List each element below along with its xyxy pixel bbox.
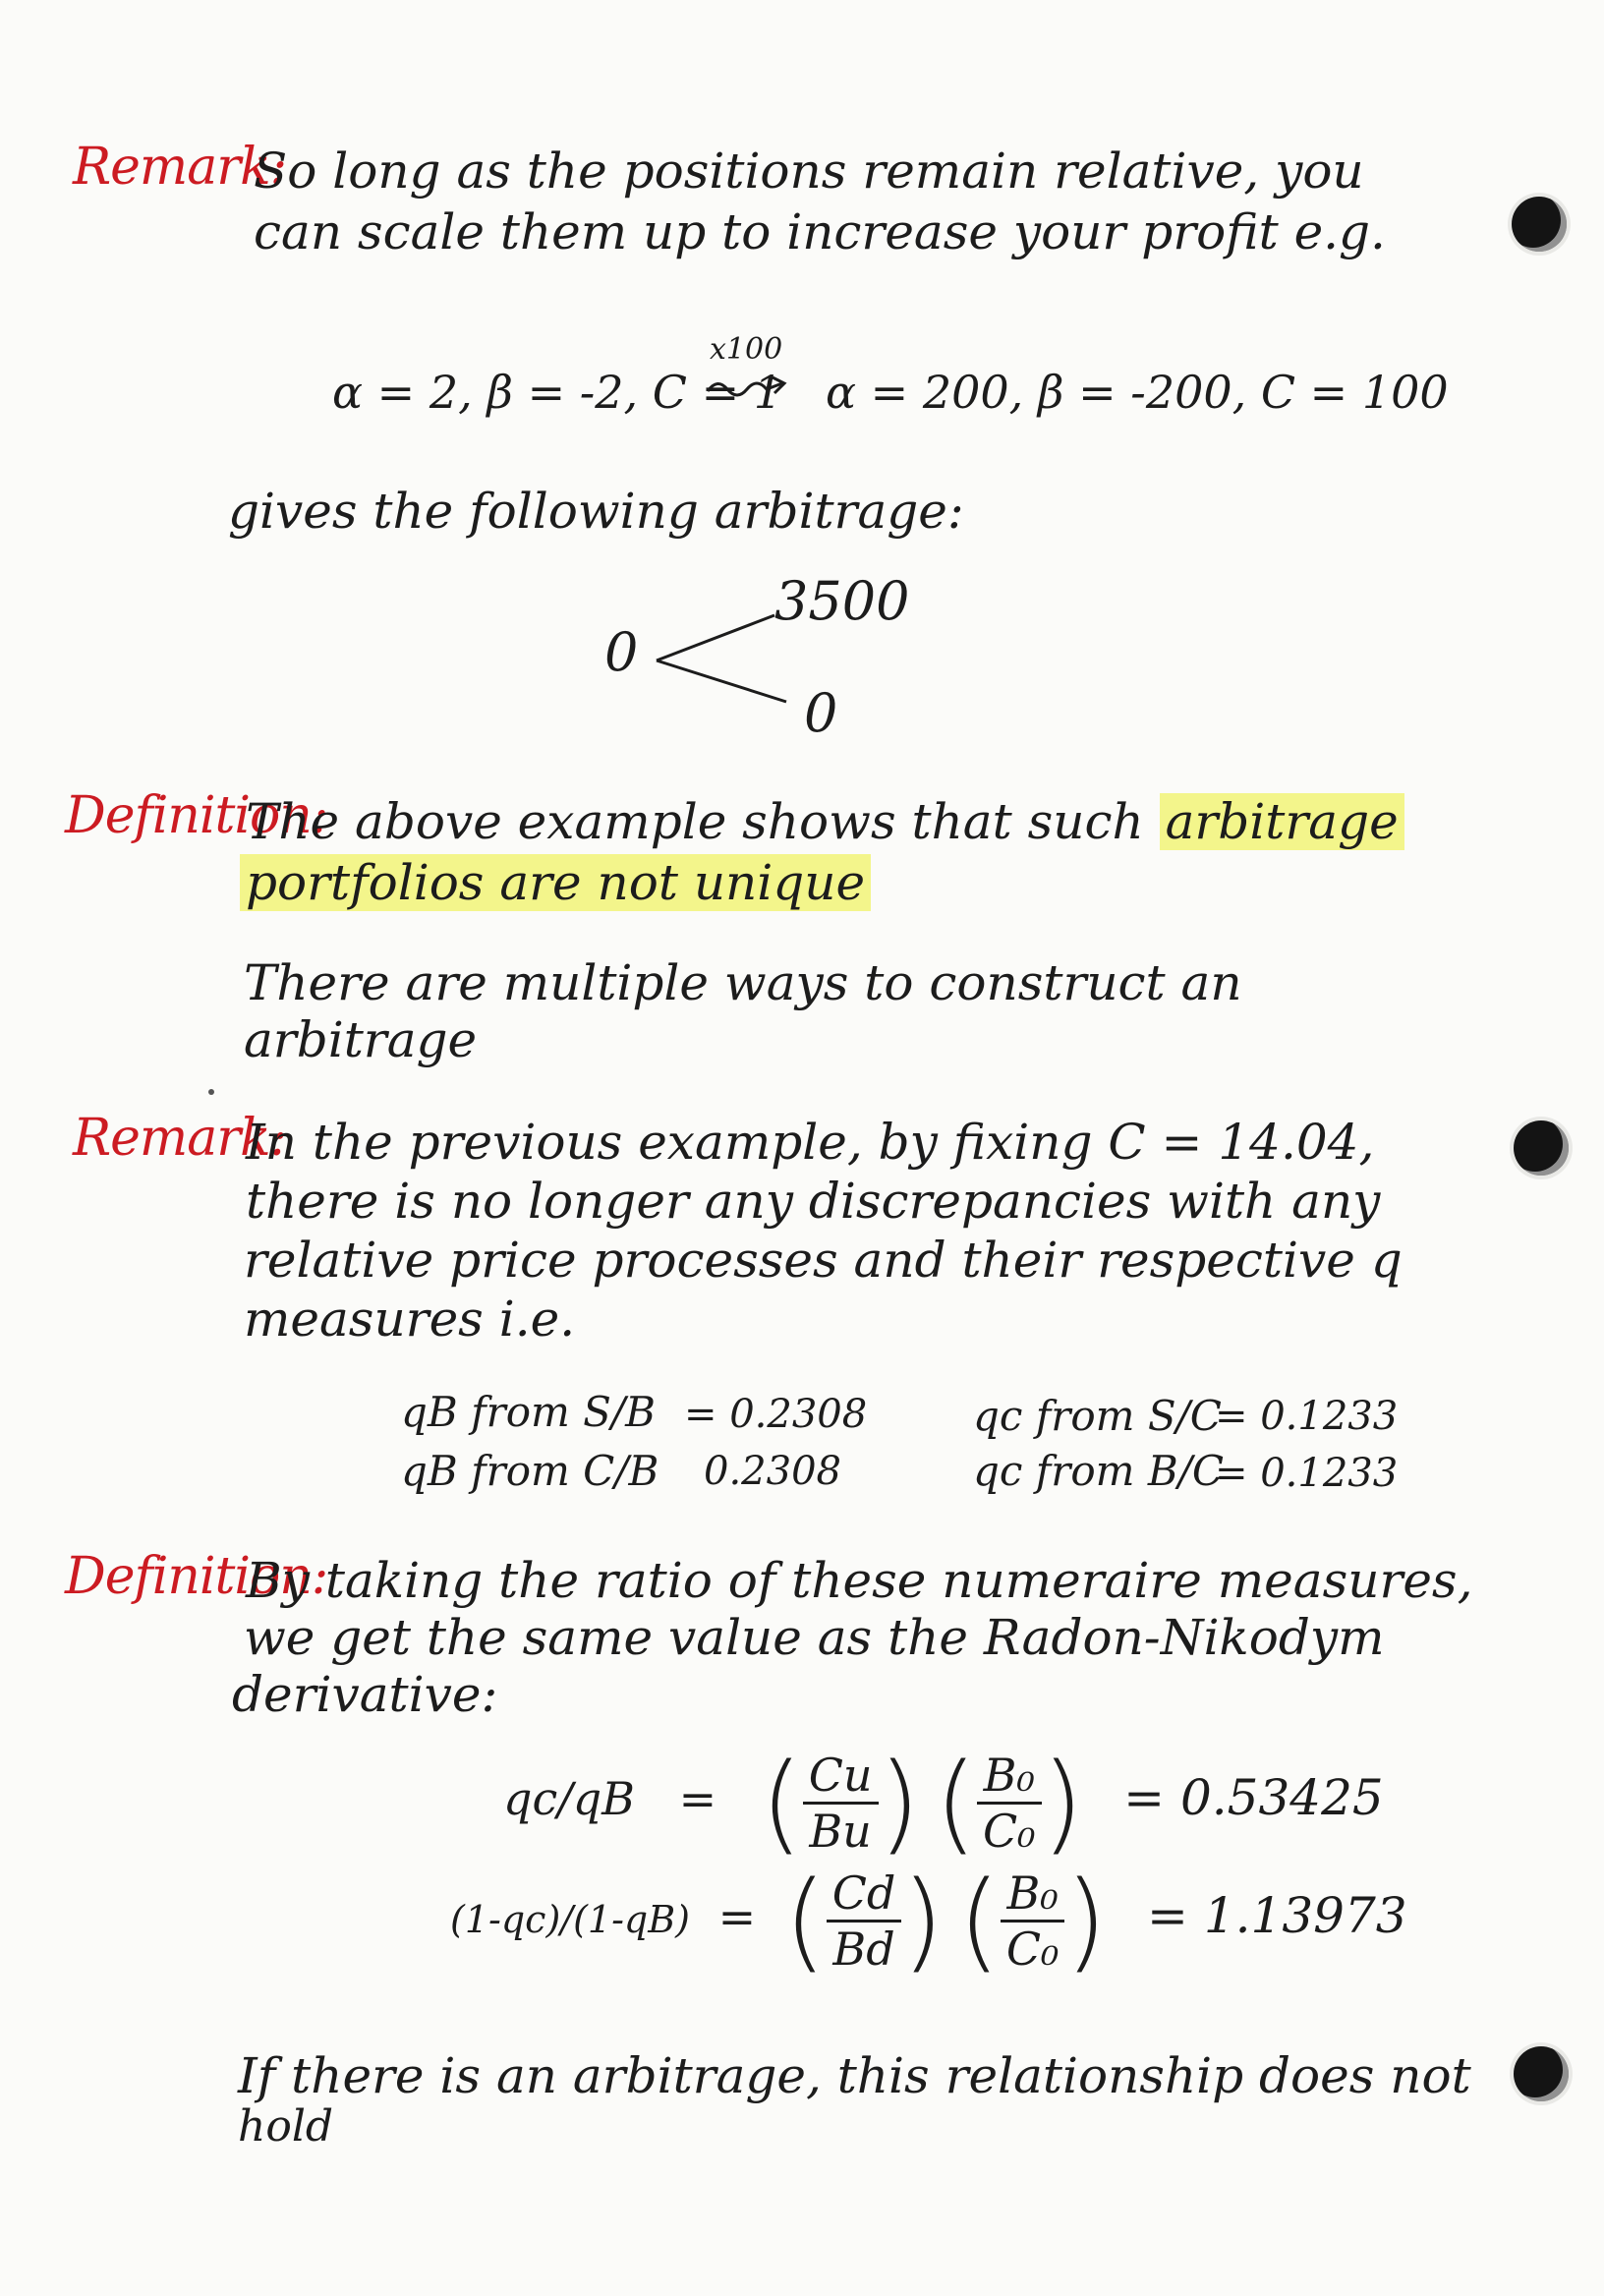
- paren: ): [901, 1858, 945, 1983]
- remark-line: In the previous example, by fixing C = 14.04,: [246, 1114, 1375, 1171]
- remark-line: there is no longer any discrepancies with any: [246, 1173, 1381, 1230]
- measure-qb-from-s: qB from S/B: [401, 1388, 656, 1436]
- highlighted-text: arbitrage: [1160, 793, 1404, 850]
- remark-line: relative price processes and their respective q: [244, 1232, 1403, 1289]
- tree-root: 0: [604, 621, 639, 683]
- equation-result: = 1.13973: [1147, 1887, 1407, 1944]
- stray-pen-mark: [208, 1089, 214, 1095]
- denominator: C₀: [1005, 1922, 1060, 1976]
- measure-qc-from-b: qc from B/C: [973, 1447, 1224, 1495]
- fraction: [827, 1866, 902, 1976]
- measure-qc-from-s-value: = 0.1233: [1215, 1394, 1399, 1439]
- definition-line: By taking the ratio of these numeraire measures,: [246, 1552, 1473, 1609]
- tree-up-value: 3500: [774, 570, 910, 632]
- fraction: [1001, 1866, 1065, 1976]
- fraction: [803, 1749, 879, 1858]
- binder-hole-bottom: [1514, 2046, 1569, 2101]
- definition-line: [246, 794, 1404, 849]
- binder-hole-top: [1512, 197, 1567, 252]
- definition-label: Definition:: [65, 1547, 328, 1606]
- measure-qb-from-s-value: = 0.2308: [684, 1392, 868, 1437]
- paren: ): [1064, 1858, 1108, 1983]
- numerator: Cu: [803, 1749, 879, 1805]
- numerator: B₀: [977, 1749, 1042, 1805]
- measure-qc-from-s: qc from S/C: [973, 1392, 1222, 1440]
- paren: (: [957, 1858, 1001, 1983]
- squiggle-arrow-icon: [704, 372, 792, 401]
- gives-line: gives the following arbitrage:: [228, 483, 964, 540]
- paren: (: [783, 1858, 827, 1983]
- equation-ratio-up: [503, 1740, 1384, 1866]
- remark-line: So long as the positions remain relative, you: [254, 143, 1364, 200]
- definition-line: derivative:: [232, 1666, 498, 1723]
- definition-label: Definition:: [65, 786, 328, 845]
- equation-lhs: (1-qc)/(1-qB): [450, 1898, 690, 1941]
- definition-line: arbitrage: [244, 1011, 478, 1068]
- closing-line: If there is an arbitrage, this relationship does not: [238, 2047, 1471, 2104]
- definition-text: The above example shows that such: [246, 793, 1144, 850]
- equals-sign: =: [678, 1772, 717, 1825]
- tree-down-value: 0: [804, 682, 838, 744]
- definition-line: There are multiple ways to construct an: [244, 954, 1242, 1011]
- scaling-scaled: α = 200, β = -200, C = 100: [826, 366, 1449, 419]
- numerator: Cd: [827, 1866, 902, 1923]
- equation-lhs: qc/qB: [503, 1772, 635, 1825]
- closing-line: hold: [238, 2101, 334, 2152]
- measure-qc-from-b-value: = 0.1233: [1215, 1451, 1399, 1496]
- highlighted-text: portfolios are not unique: [240, 854, 871, 911]
- numerator: B₀: [1001, 1866, 1065, 1923]
- scaling-original: α = 2, β = -2, C = 1: [332, 366, 783, 419]
- remark-label: Remark:: [73, 138, 287, 197]
- binder-hole-middle: [1514, 1120, 1569, 1176]
- remark-line: can scale them up to increase your profit e.g.: [254, 203, 1386, 260]
- fraction: [977, 1749, 1042, 1858]
- remark-line: measures i.e.: [244, 1291, 576, 1348]
- equation-ratio-down: [450, 1858, 1407, 1983]
- tree-branches: [649, 600, 806, 718]
- paren: (: [935, 1740, 977, 1866]
- equation-result: = 0.53425: [1123, 1769, 1384, 1826]
- remark-label: Remark:: [73, 1109, 287, 1168]
- equals-sign: =: [717, 1890, 757, 1943]
- scaling-multiplier: x100: [710, 332, 783, 367]
- paren: ): [1041, 1740, 1084, 1866]
- paren: (: [760, 1740, 803, 1866]
- denominator: C₀: [982, 1804, 1036, 1858]
- denominator: Bu: [809, 1804, 872, 1858]
- definition-line: we get the same value as the Radon-Nikodym: [244, 1609, 1385, 1666]
- denominator: Bd: [832, 1922, 895, 1976]
- measure-qb-from-c: qB from C/B: [401, 1447, 659, 1495]
- definition-line: [240, 855, 871, 910]
- paren: ): [878, 1740, 921, 1866]
- measure-qb-from-c-value: 0.2308: [704, 1449, 841, 1494]
